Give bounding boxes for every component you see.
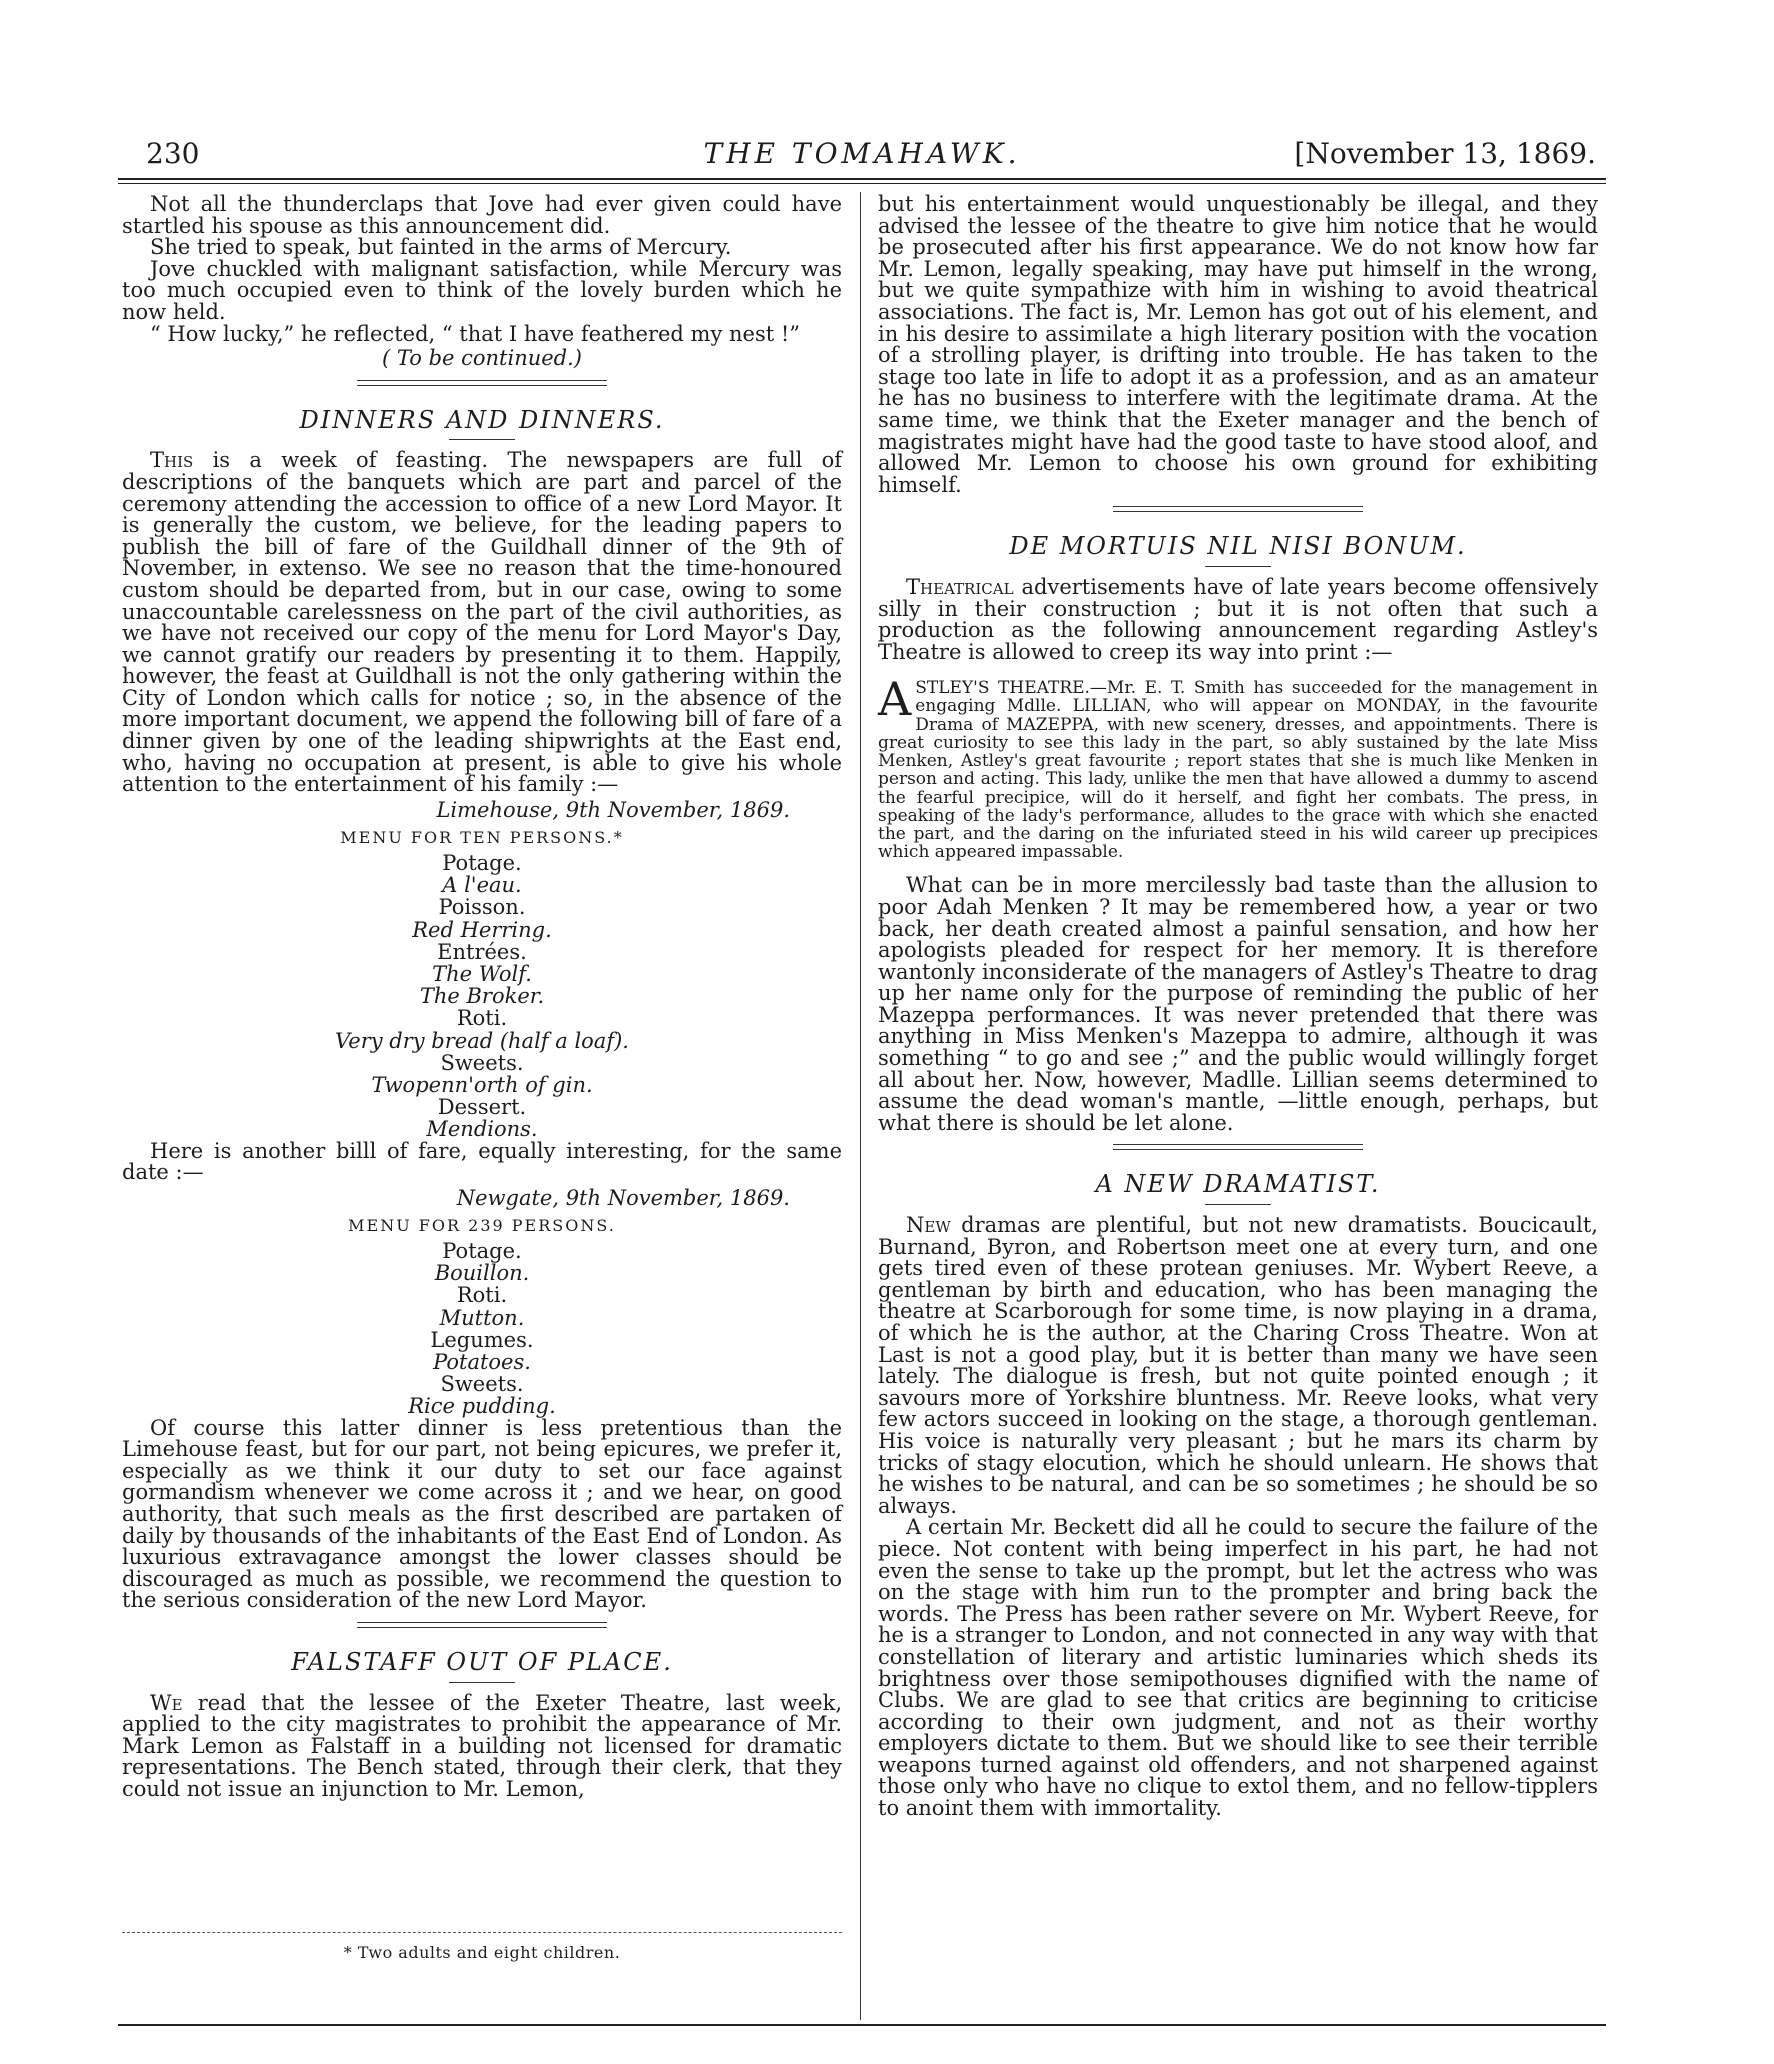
article-paragraph xyxy=(878,1215,1598,1517)
serial-paragraph: Jove chuckled with malignant satisfaction, while Mercury was too much occupied even to think of the lovely burden which he now held. xyxy=(122,256,842,324)
lead-word: New xyxy=(906,1213,951,1238)
page-number: 230 xyxy=(146,137,200,170)
article-paragraph: A certain Mr. Beckett did all he could to secure the failure of the piece. Not content with being imperfect in his part, he had not even the sense to take up the prompt, but let the actress who was on the stage with him run to the prompter and bring back the words. The Press has been rather severe on Mr. Wybert Reeve, for he is a stranger to London, and not connected in any way with that constellation of literary and artistic luminaries which sheds its brightness over those semipothouses dignified with the name of Clubs. We are glad to see that critics are beginning to criticise according to their own judgment, and not as their worthy employers dictate to them. But we should like to see their terrible weapons turned against old offenders, and not sharpened against those only who have no clique to extol them, and no fellow-tipplers to anoint them with immortality. xyxy=(878,1515,1598,1821)
serial-paragraph: Not all the thunderclaps that Jove had ever given could have startled his spouse as this announcement did. xyxy=(122,192,842,238)
lead-word: This xyxy=(150,448,194,473)
menu-item: Legumes. xyxy=(430,1327,534,1352)
publication-title: THE TOMAHAWK. xyxy=(703,137,1021,170)
menu-item: Roti. xyxy=(456,1006,508,1031)
serial-continuation xyxy=(122,194,842,370)
right-column xyxy=(878,194,1598,1820)
menu-item: Mendions. xyxy=(426,1117,538,1142)
article-paragraph: Here is another billl of fare, equally interesting, for the same date :— xyxy=(122,1138,842,1185)
paragraph-text: advertisements have of late years become offensively silly in their construction ; but it is not often that such a production as the following announcement regarding Astley's Theatre is allowed to creep its way into print :— xyxy=(878,574,1598,664)
serial-paragraph: “ How lucky,” he reflected, “ that I have feathered my nest !” xyxy=(150,321,801,346)
article-dramatist xyxy=(878,1170,1598,1821)
lead-word: Theatrical xyxy=(906,574,1014,599)
title-rule xyxy=(449,1682,515,1683)
section-separator xyxy=(1113,1144,1363,1150)
menu-item: Entrées. xyxy=(437,939,527,964)
menu-item: Dessert. xyxy=(437,1095,527,1120)
section-separator xyxy=(357,380,607,386)
menu-dateline: Limehouse, 9th November, 1869. xyxy=(436,797,790,822)
menu-item: Potage. xyxy=(442,1239,522,1264)
footer-rule xyxy=(118,2024,1606,2026)
menu-item: A l'eau. xyxy=(442,873,522,898)
article-title: DINNERS AND DINNERS. xyxy=(299,405,665,434)
header-rule xyxy=(118,178,1606,184)
menu-item: Potatoes. xyxy=(433,1350,531,1375)
left-column xyxy=(122,194,842,1801)
footnote: * Two adults and eight children. xyxy=(122,1932,842,1962)
newspaper-page xyxy=(118,124,1606,2034)
menu-item: Bouillon. xyxy=(434,1261,530,1286)
section-separator xyxy=(357,1622,607,1628)
menu-list xyxy=(122,1240,842,1418)
menu-item: The Wolf. xyxy=(432,962,532,987)
menu-item: Rice pudding. xyxy=(408,1394,556,1419)
menu-item: Very dry bread (half a loaf). xyxy=(335,1028,629,1053)
lead-word: We xyxy=(150,1690,183,1715)
paragraph-text: is a week of feasting. The newspapers are full of descriptions of the banquets which are part and parcel of the ceremony attending the accession to office of a new Lord Mayor. It is generally the custom, we believe, for the leading papers to publish the bill of fare of the Guildhall dinner of the 9th of November, in extenso. We see no reason that the time-honoured custom should be departed from, but in our case, owing to some unaccountable carelessness on the part of the civil authorities, as we have not received our copy of the menu for Lord Mayor's Day, we cannot gratify our readers by presenting it to them. Happily, however, the feast at Guildhall is not the only gathering within the City of London which calls for notice ; so, in the absence of the more important document, we append the following bill of fare of a dinner given by one of the leading shipwrights at the East end, who, having no occupation at present, is able to give his whole attention to the entertainment of his family :— xyxy=(122,448,842,797)
article-dinners xyxy=(122,405,842,1613)
menu-list xyxy=(122,852,842,1141)
article-paragraph xyxy=(122,1690,842,1801)
to-be-continued: ( To be continued.) xyxy=(382,346,582,371)
title-rule xyxy=(1205,566,1271,567)
article-paragraph-continued: but his entertainment would unquestionably be illegal, and they advised the lessee of the theatre to give him notice that he would be prosecuted after his first appearance. We do not know how far Mr. Lemon, legally speaking, may have put himself in the wrong, but we quite sympathize with him in wishing to avoid theatrical associations. The fact is, Mr. Lemon has got out of his element, and in his desire to assimilate a high literary position with the vocation of a strolling player, is drifting into trouble. He has taken to the stage too late in life to adopt it as a profession, and as an amateur he has no business to interfere with the legitimate drama. At the same time, we think that the Exeter manager and the bench of magistrates might have had the good taste to have stood aloof, and allowed Mr. Lemon to choose his own ground for exhibiting himself. xyxy=(878,192,1598,497)
menu-item: The Broker. xyxy=(419,984,545,1009)
menu-item: Red Herring. xyxy=(412,917,552,942)
issue-date: [November 13, 1869. xyxy=(1294,137,1596,170)
section-separator xyxy=(1113,506,1363,512)
column-divider xyxy=(860,192,861,2020)
paragraph-text: read that the lessee of the Exeter Theatre, last week, applied to the city magistrates to prohibit the appearance of Mr. Mark Lemon as Falstaff in a building not licensed for dramatic representations. The Bench stated, through their clerk, that they could not issue an injunction to Mr. Lemon, xyxy=(122,1690,842,1801)
menu-item: Sweets. xyxy=(440,1372,524,1397)
serial-paragraph: She tried to speak, but fainted in the arms of Mercury. xyxy=(150,235,732,260)
title-rule xyxy=(1205,1204,1271,1205)
menu-item: Potage. xyxy=(442,851,522,876)
menu-item: Poisson. xyxy=(438,895,526,920)
article-paragraph xyxy=(878,574,1598,664)
article-title: A NEW DRAMATIST. xyxy=(1095,1170,1381,1199)
menu-heading: MENU FOR 239 PERSONS. xyxy=(348,1216,616,1236)
menu-dateline: Newgate, 9th November, 1869. xyxy=(456,1185,790,1210)
article-paragraph xyxy=(122,450,842,796)
article-title: DE MORTUIS NIL NISI BONUM. xyxy=(1009,532,1467,561)
quoted-advertisement xyxy=(878,672,1598,863)
menu-item: Mutton. xyxy=(439,1305,525,1330)
article-paragraph: Of course this latter dinner is less pretentious than the Limehouse feast, but for our part, not being epicures, we prefer it, especially as we think it our duty to set our face against gormandism whenever we come across it ; and we hear, on good authority, that such meals as the first described are partaken of daily by thousands of the inhabitants of the East End of London. As luxurious extravagance amongst the lower classes should be discouraged as much as possible, we recommend the question to the serious consideration of the new Lord Mayor. xyxy=(122,1415,842,1613)
article-paragraph: What can be in more mercilessly bad taste than the allusion to poor Adah Menken ? It may be remembered how, a year or two back, her death created almost a painful sensation, and how her apologists pleaded for respect for her memory. It is therefore wantonly inconsiderate of the managers of Astley's Theatre to drag up her name only for the purpose of reminding the public of her Mazeppa performances. It was never pretended that there was anything in Miss Menken's Mazeppa to admire, although it was something “ to go and see ;” and the public would willingly forget all about her. Now, however, Madlle. Lillian seems determined to assume the dead woman's mantle, —little enough, perhaps, but what there is should be let alone. xyxy=(878,873,1598,1135)
paragraph-text: dramas are plentiful, but not new dramatists. Boucicault, Burnand, Byron, and Robertson meet one at every turn, and one gets tired even of these protean geniuses. Mr. Wybert Reeve, a gentleman by birth and education, who has been managing the theatre at Scarborough for some time, is now playing in a drama, of which he is the author, at the Charing Cross Theatre. Won at Last is not a good play, but it is better than many we have seen lately. The dialogue is fresh, but not quite pointed enough ; it savours more of Yorkshire bluntness. Mr. Reeve looks, what very few actors succeed in looking on the stage, a thorough gentleman. His voice is naturally very pleasant ; but he mars its charm by tricks of stagy elocution, which he should unlearn. He shows that he wishes to be natural, and can be so sometimes ; he should be so always. xyxy=(878,1213,1598,1518)
article-falstaff xyxy=(122,1648,842,1801)
menu-item: Twopenn'orth of gin. xyxy=(371,1073,593,1098)
article-mortuis xyxy=(878,532,1598,1135)
menu-item: Sweets. xyxy=(440,1050,524,1075)
article-title: FALSTAFF OUT OF PLACE. xyxy=(291,1648,673,1677)
menu-heading: MENU FOR TEN PERSONS.* xyxy=(340,828,624,848)
advertisement-text: STLEY'S THEATRE.—Mr. E. T. Smith has succeeded for the management in engaging Mdlle. LILLIAN, who will appear on MONDAY, in the favourite Drama of MAZEPPA, with new scenery, dresses, and appointments. There is great curiosity to see this lady in the part, so ably sustained by the late Miss Menken, Astley's great favourite ; report states that she is much like Menken in person and acting. This lady, unlike the men that have allowed a dummy to ascend the fearful precipice, will do it herself, and fight her combats. The press, in speaking of the lady's performance, alludes to the grace with which she enacted the part, and the daring on the infuriated steed in his wild career up precipices which appeared impassable. xyxy=(878,678,1598,863)
drop-cap: A xyxy=(878,672,912,727)
menu-item: Roti. xyxy=(456,1283,508,1308)
title-rule xyxy=(449,439,515,440)
page-header xyxy=(118,134,1606,174)
